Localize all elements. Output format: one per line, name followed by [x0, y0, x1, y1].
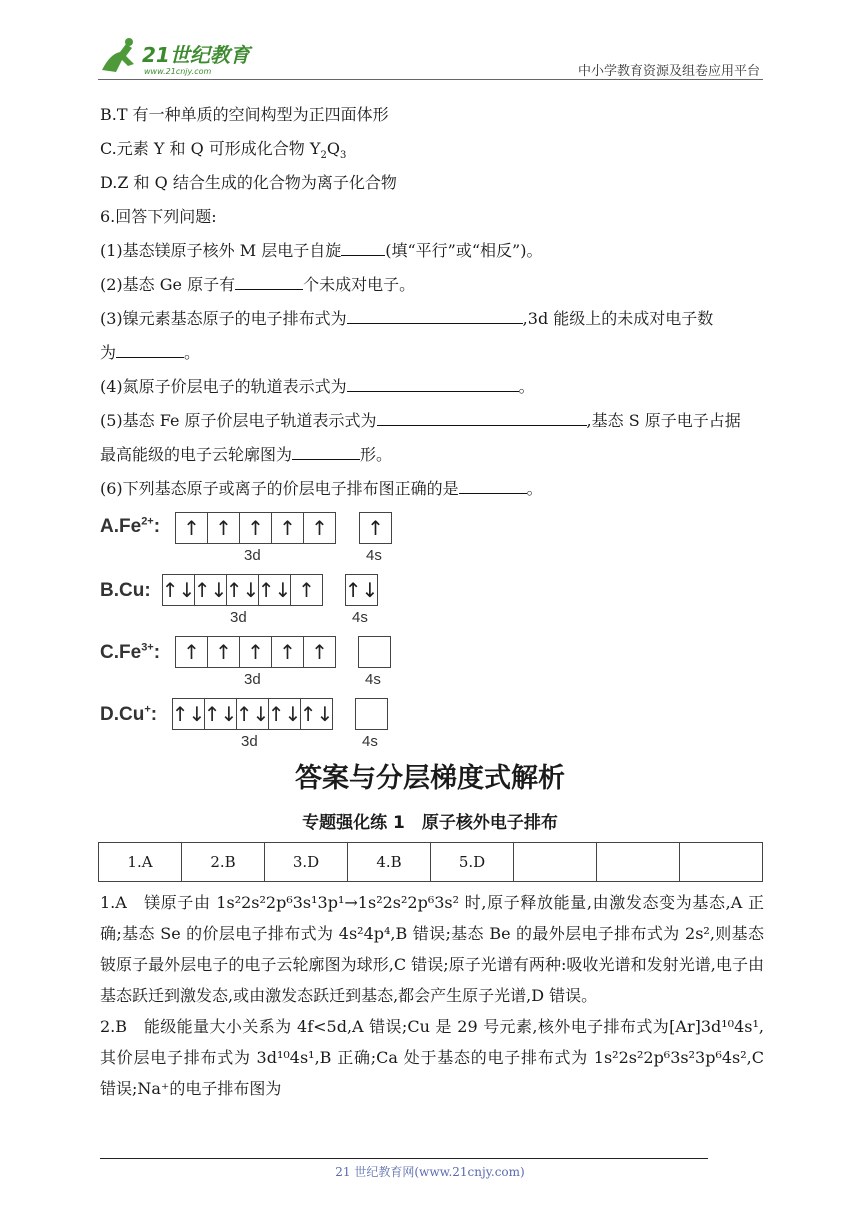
- answer-table: [98, 842, 763, 882]
- orbital-4s-box: ↑: [359, 512, 392, 544]
- q6-part5: (5)基态 Fe 原子价层电子轨道表示式为 ,基态 S 原子电子占据: [100, 411, 741, 430]
- logo-main-text: 21世纪教育: [142, 43, 250, 67]
- q6-part4: (4)氮原子价层电子的轨道表示式为 。: [100, 377, 535, 396]
- orbital-box: ↑: [311, 640, 328, 664]
- answer-cell: 1.A: [99, 843, 182, 882]
- orbital-box: ↑↓: [163, 575, 195, 605]
- q6-part3-cont: 为 。: [100, 343, 201, 362]
- orbital-box: ↑↓: [227, 575, 259, 605]
- orbital-4s-label: 4s: [352, 609, 368, 626]
- answer-cell: 4.B: [348, 843, 431, 882]
- site-logo: [96, 36, 256, 80]
- answer-blank: [116, 343, 184, 358]
- answer-cell: 2.B: [182, 843, 265, 882]
- q5-option-d: D.Z 和 Q 结合生成的化合物为离子化合物: [100, 173, 397, 192]
- orbital-3d-label: 3d: [241, 733, 258, 750]
- orbital-3d-label: 3d: [230, 609, 247, 626]
- orbital-box: ↑: [272, 637, 304, 667]
- orbital-box: ↑↓: [205, 699, 237, 729]
- orbital-box: ↑↓: [299, 702, 334, 726]
- orbital-box: ↑: [272, 513, 304, 543]
- footer-text: 21 世纪教育网(www.21cnjy.com): [335, 1165, 525, 1179]
- orbital-4s-label: 4s: [362, 733, 378, 750]
- orbital-box: ↑↓: [259, 575, 291, 605]
- orbital-box: ↑: [298, 578, 315, 602]
- orbital-box: ↑↓: [195, 575, 227, 605]
- orbital-box: ↑: [176, 637, 208, 667]
- q6-part1: (1)基态镁原子核外 M 层电子自旋 (填“平行”或“相反”)。: [100, 241, 543, 260]
- orbital-3d-boxes: [172, 698, 333, 730]
- q6-part3: (3)镍元素基态原子的电子排布式为 ,3d 能级上的未成对电子数: [100, 309, 714, 328]
- orbital-4s-label: 4s: [365, 671, 381, 688]
- q6-part5-cont: 最高能级的电子云轮廓图为 形。: [100, 445, 393, 464]
- orbital-box: ↑↓: [173, 699, 205, 729]
- answer-blank: [347, 309, 523, 324]
- orbital-label: D.Cu+:: [100, 703, 158, 725]
- table-row: [99, 843, 763, 882]
- orbital-4s-box: ↑↓: [345, 574, 378, 606]
- header-divider: [98, 79, 763, 80]
- orbital-box: ↑↓: [269, 699, 301, 729]
- orbital-box: ↑: [311, 516, 328, 540]
- orbital-box: ↑: [240, 637, 272, 667]
- q6-title: 6.回答下列问题:: [100, 207, 217, 226]
- answer-blank: [235, 275, 303, 290]
- answer-blank: [292, 445, 360, 460]
- q6-part2: (2)基态 Ge 原子有 个未成对电子。: [100, 275, 416, 294]
- answer-cell: 3.D: [265, 843, 348, 882]
- q5-option-b: B.T 有一种单质的空间构型为正四面体形: [100, 105, 389, 124]
- logo-sub-text: www.21cnjy.com: [144, 67, 212, 76]
- orbital-label: B.Cu:: [100, 580, 151, 601]
- orbital-4s-label: 4s: [366, 547, 382, 564]
- answer-cell: [680, 843, 763, 882]
- orbital-box: ↑↓: [237, 699, 269, 729]
- orbital-3d-boxes: [175, 512, 336, 544]
- answer-cell: 5.D: [431, 843, 514, 882]
- answer-cell: [514, 843, 597, 882]
- answer-blank: [459, 479, 527, 494]
- orbital-4s-box: [355, 698, 388, 730]
- section-subtitle: 专题强化练 1 原子核外电子排布: [302, 813, 558, 833]
- orbital-3d-boxes: [175, 636, 336, 668]
- explanation-2: 2.B 能级能量大小关系为 4f<5d,A 错误;Cu 是 29 号元素,核外电子排布式为[Ar]3d¹⁰4s¹,其价层电子排布式为 3d¹⁰4s¹,B 正确;Ca 处于基态的电子排布式为 1s²2s²2p⁶3s²3p⁶4s²,C 错误;Na⁺的电子排布图为: [100, 1017, 764, 1098]
- answer-blank: [341, 241, 385, 256]
- orbital-box: ↑: [176, 513, 208, 543]
- orbital-box: ↑: [208, 513, 240, 543]
- footer-divider: [100, 1158, 708, 1159]
- orbital-label: $C.Fe^{3+}$:: [100, 641, 161, 663]
- answer-cell: [597, 843, 680, 882]
- header-platform-text: 中小学教育资源及组卷应用平台: [577, 64, 760, 79]
- orbital-3d-label: 3d: [244, 671, 261, 688]
- explanation-1: 1.A 镁原子由 1s²2s²2p⁶3s¹3p¹→1s²2s²2p⁶3s² 时,原子释放能量,由激发态变为基态,A 正确;基态 Se 的价层电子排布式为 4s²4p⁴,B 错误;基态 Be 的最外层电子排布式为 2s²,则基态铍原子最外层电子的电子云轮廓图为球形,C 错误;原子光谱有两种:吸收光谱和发射光谱,电子由基态跃迁到激发态,或由激发态跃迁到基态,都会产生原子光谱,D 错误。: [100, 893, 764, 1005]
- orbital-3d-boxes: [162, 574, 323, 606]
- orbital-box: ↑: [208, 637, 240, 667]
- q6-part6: (6)下列基态原子或离子的价层电子排布图正确的是 。: [100, 479, 543, 498]
- answer-blank: [347, 377, 519, 392]
- answer-blank: [377, 411, 587, 426]
- orbital-box: ↑: [240, 513, 272, 543]
- orbital-label: $A.Fe^{2+}$:: [100, 515, 161, 537]
- q5-option-c: C.元素 Y 和 Q 可形成化合物 $Y_2Q_3$: [100, 139, 347, 162]
- orbital-4s-box: [358, 636, 391, 668]
- answers-title: 答案与分层梯度式解析: [295, 763, 565, 794]
- orbital-3d-label: 3d: [244, 547, 261, 564]
